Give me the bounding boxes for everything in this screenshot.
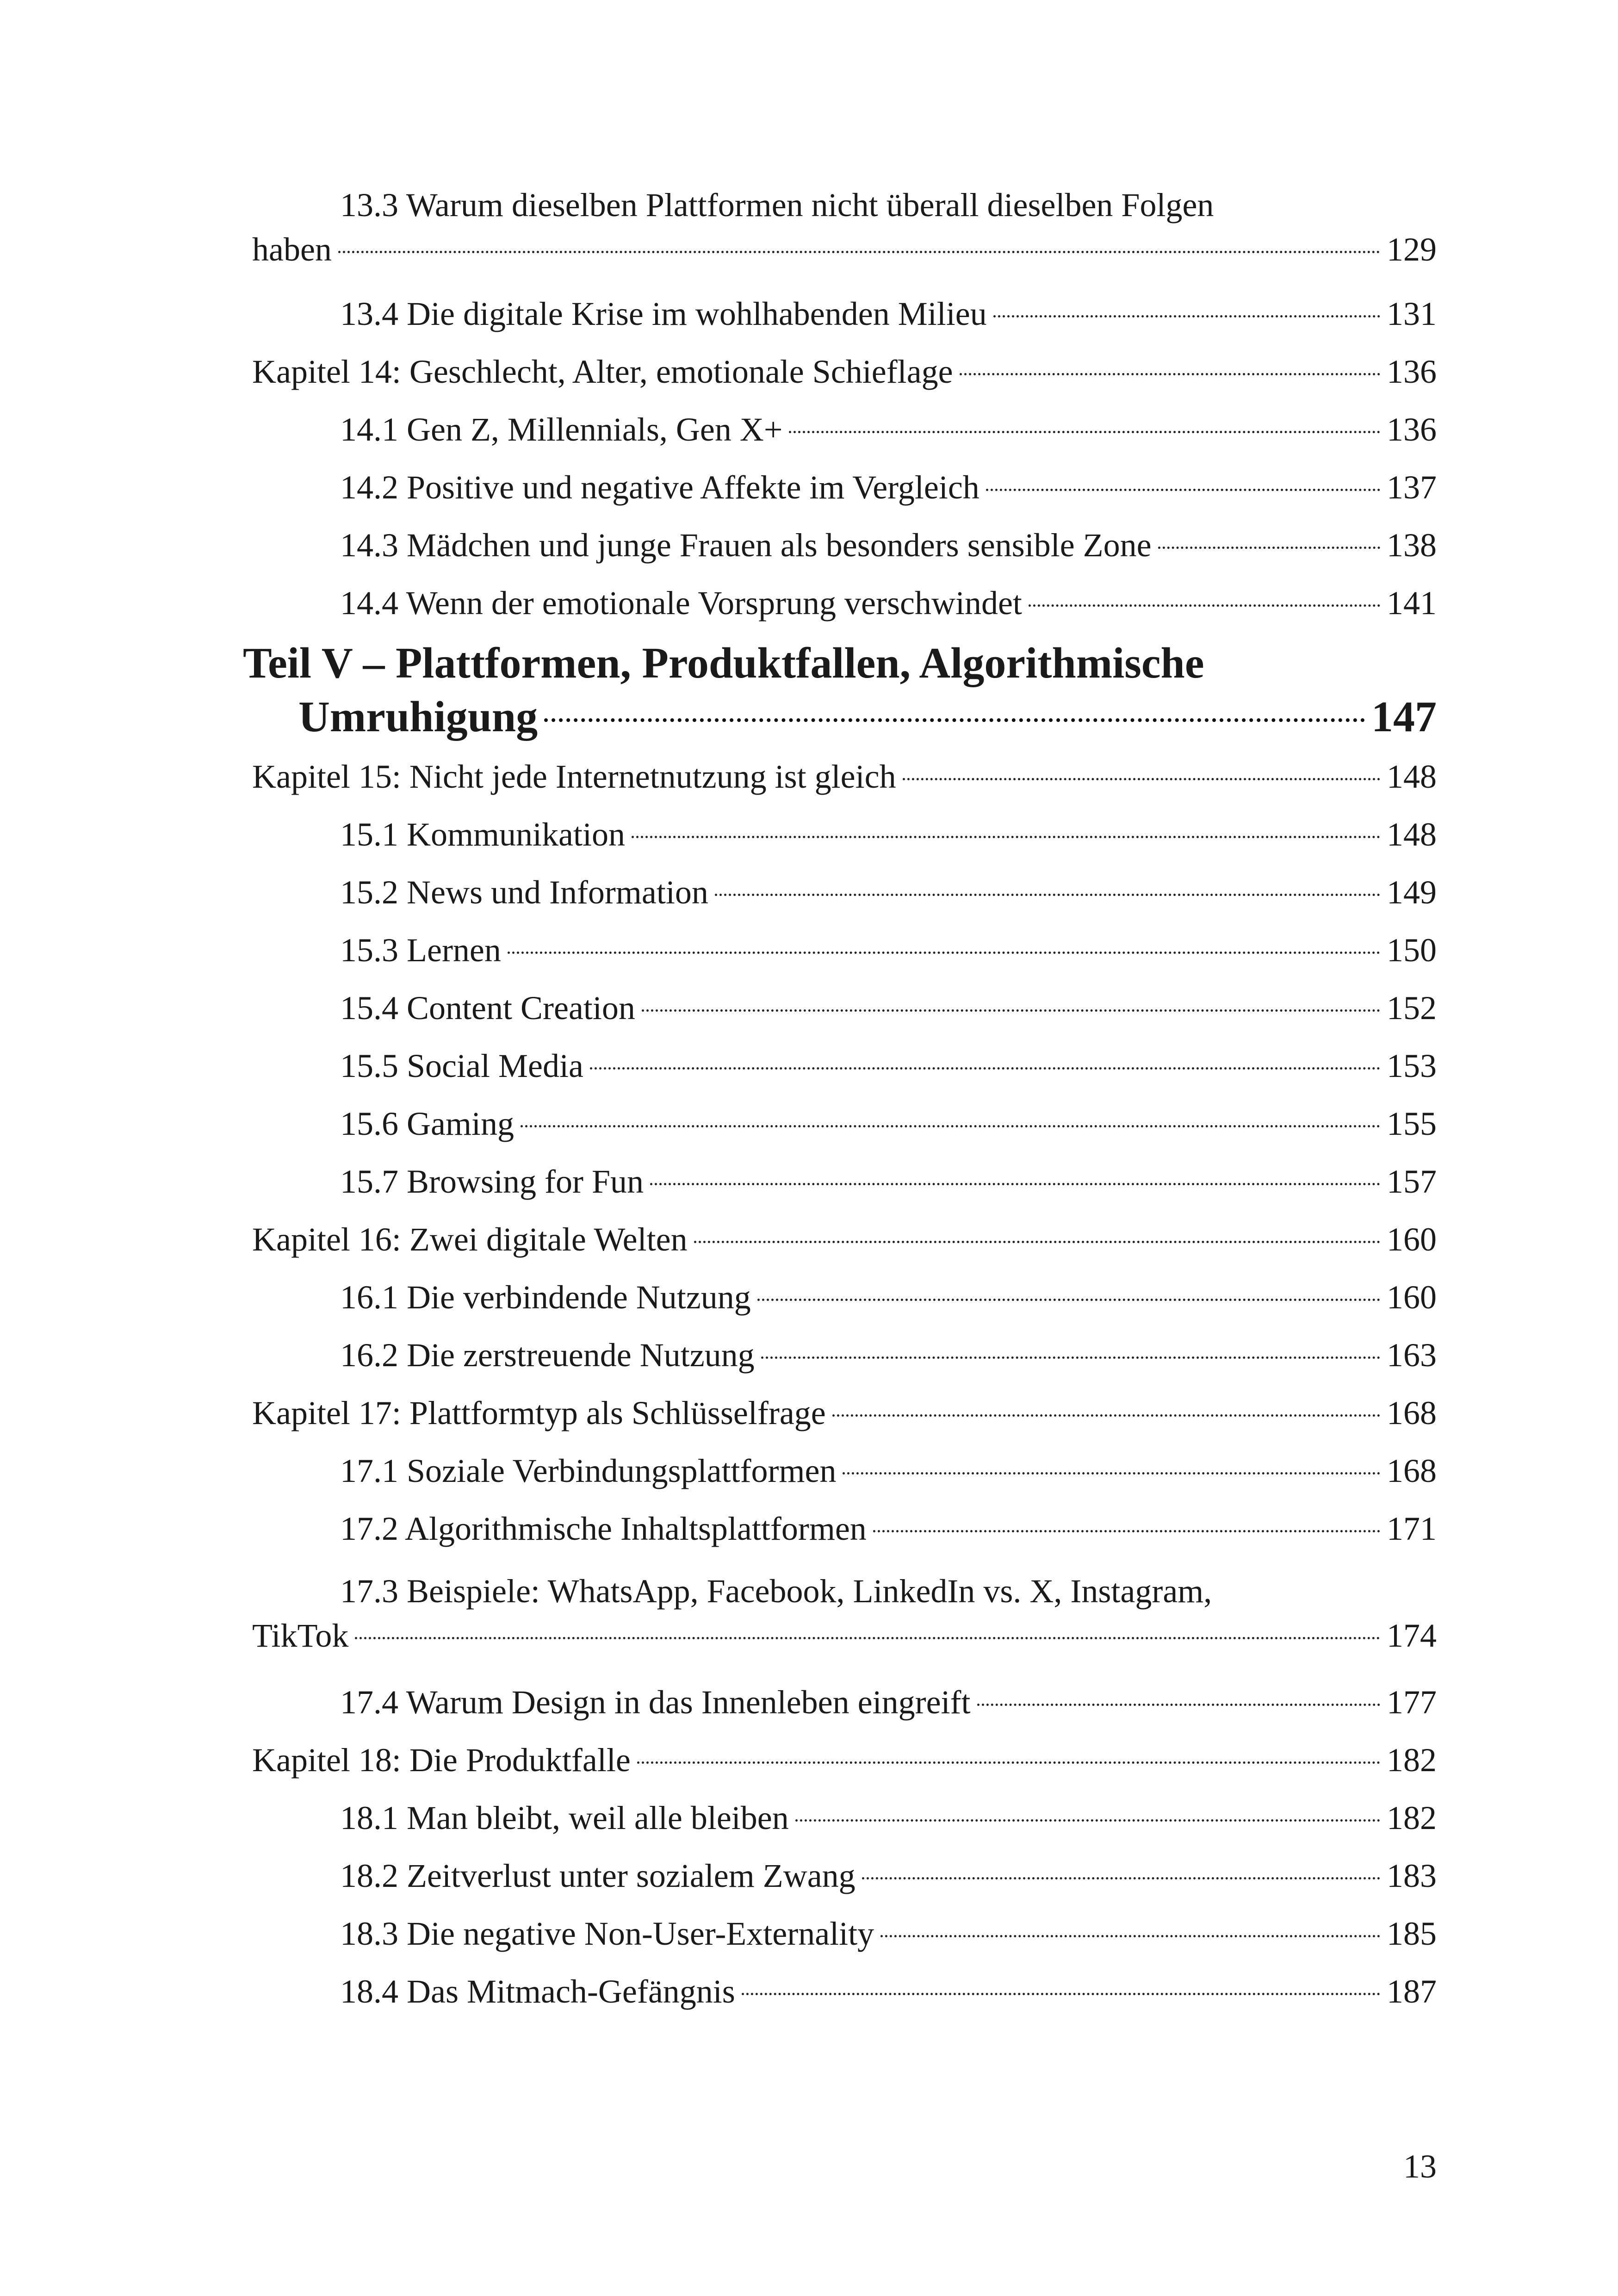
toc-entry-title: Kapitel 17: Plattformtyp als Schlüsselfrage [252,1394,826,1431]
dot-leader [642,1009,1380,1012]
toc-entry[interactable] [252,986,1437,1030]
toc-entry[interactable] [252,349,1437,394]
dot-leader [715,894,1380,896]
dot-leader [508,952,1380,954]
dot-leader [873,1530,1380,1532]
toc-entry[interactable] [252,1854,1437,1898]
toc-page-number: 187 [1387,1973,1437,2010]
toc-page-number: 160 [1387,1279,1437,1316]
toc-page-number: 163 [1387,1337,1437,1374]
toc-page-number: 148 [1387,758,1437,795]
dot-leader [1029,604,1380,607]
toc-entry[interactable] [252,1969,1437,2014]
toc-entry[interactable] [252,754,1437,799]
toc-page-number: 147 [1371,693,1437,741]
toc-entry[interactable] [252,183,1437,272]
toc-entry[interactable] [252,581,1437,625]
toc-entry[interactable] [252,1680,1437,1724]
dot-leader [903,778,1380,780]
toc-entry-title: 15.5 Social Media [340,1047,583,1084]
toc-entry[interactable] [252,407,1437,452]
toc-entry[interactable] [252,1391,1437,1435]
page-number: 13 [1403,2148,1437,2185]
dot-leader [761,1356,1380,1359]
toc-entry[interactable] [252,812,1437,857]
toc-page-number: 137 [1387,469,1437,506]
dot-leader [694,1241,1380,1243]
toc-entry[interactable] [252,1506,1437,1551]
toc-page-number: 152 [1387,989,1437,1027]
toc-entry-title: Kapitel 15: Nicht jede Internetnutzung ist gleich [252,758,896,795]
toc-entry-title: 18.1 Man bleibt, weil alle bleiben [340,1799,789,1836]
toc-page-number: 171 [1387,1510,1437,1547]
toc-page-number: 155 [1387,1105,1437,1142]
toc-entry-title: 15.1 Kommunikation [340,816,625,853]
toc-entry-title: 15.4 Content Creation [340,989,635,1027]
toc-page-number: 148 [1387,816,1437,853]
toc-entry-title: 16.2 Die zerstreuende Nutzung [340,1337,755,1374]
dot-leader [355,1637,1380,1639]
toc-entry-title: 17.1 Soziale Verbindungsplattformen [340,1452,837,1489]
toc-entry[interactable] [252,1159,1437,1204]
dot-leader [977,1704,1380,1706]
toc-entry-title: 14.1 Gen Z, Millennials, Gen X+ [340,411,783,448]
toc-entry[interactable] [252,1333,1437,1377]
toc-page-number: 149 [1387,874,1437,911]
toc-entry[interactable] [252,465,1437,510]
toc-page-number: 150 [1387,932,1437,969]
dot-leader [832,1414,1380,1417]
toc-page-number: 136 [1387,353,1437,390]
toc-entry-title: 17.4 Warum Design in das Innenleben eingreift [340,1684,971,1721]
toc-entry-title: haben [252,231,332,268]
dot-leader [986,489,1380,491]
toc-entry[interactable] [252,870,1437,915]
toc-entry-title: 15.6 Gaming [340,1105,514,1142]
toc-entry-title: 14.3 Mädchen und junge Frauen als besonders sensible Zone [340,527,1152,564]
toc-entry[interactable] [252,1796,1437,1840]
dot-leader [521,1125,1380,1127]
toc-entry[interactable] [252,1275,1437,1319]
dot-leader [544,718,1365,722]
toc-page-number: 136 [1387,411,1437,448]
toc-entry-title: 15.2 News und Information [340,874,708,911]
toc-entry[interactable] [252,1217,1437,1262]
dot-leader [1158,547,1380,549]
dot-leader [632,836,1380,838]
toc-page-number: 185 [1387,1915,1437,1952]
dot-leader [637,1761,1380,1764]
toc-entry[interactable] [252,292,1437,336]
dot-leader [960,373,1380,375]
dot-leader [757,1299,1380,1301]
toc-entry-title: 18.2 Zeitverlust unter sozialem Zwang [340,1857,855,1894]
toc-entry[interactable] [252,523,1437,567]
toc-entry[interactable] [252,1449,1437,1493]
toc-page-number: 183 [1387,1857,1437,1894]
toc-page-number: 182 [1387,1742,1437,1779]
dot-leader [880,1935,1380,1937]
dot-leader [795,1819,1380,1822]
toc-entry-title: 14.4 Wenn der emotionale Vorsprung verschwindet [340,585,1022,622]
toc-entry[interactable] [252,1911,1437,1956]
toc-page-number: 138 [1387,527,1437,564]
toc-entry-title-line: Teil V – Plattformen, Produktfallen, Algorithmische [243,639,1204,687]
toc-page-number: 141 [1387,585,1437,622]
toc-entry-title: 18.3 Die negative Non-User-Externality [340,1915,874,1952]
dot-leader [338,251,1380,253]
toc-entry-title: 15.7 Browsing for Fun [340,1163,644,1200]
toc-page-number: 157 [1387,1163,1437,1200]
toc-entry[interactable] [252,928,1437,972]
toc-page-number: 153 [1387,1047,1437,1084]
toc-page-number: 160 [1387,1221,1437,1258]
toc-entry-title: 17.2 Algorithmische Inhaltsplattformen [340,1510,867,1547]
toc-entry-title: Kapitel 16: Zwei digitale Welten [252,1221,688,1258]
toc-entry[interactable] [243,636,1437,744]
toc-entry-title: Umruhigung [298,693,538,741]
toc-entry-title: 16.1 Die verbindende Nutzung [340,1279,751,1316]
toc-entry-title-line: 13.3 Warum dieselben Plattformen nicht überall dieselben Folgen [340,187,1214,224]
toc-entry-title: 18.4 Das Mitmach-Gefängnis [340,1973,735,2010]
toc-entry[interactable] [252,1569,1437,1658]
toc-entry[interactable] [252,1044,1437,1088]
toc-page-number: 168 [1387,1452,1437,1489]
dot-leader [650,1183,1380,1185]
toc-page-number: 129 [1387,231,1437,268]
toc-entry-title-line: 17.3 Beispiele: WhatsApp, Facebook, LinkedIn vs. X, Instagram, [340,1573,1212,1610]
toc-page-number: 131 [1387,295,1437,332]
dot-leader [789,431,1380,433]
dot-leader [742,1993,1380,1995]
toc-page-number: 174 [1387,1617,1437,1654]
toc-entry-title: Kapitel 14: Geschlecht, Alter, emotionale Schieflage [252,353,953,390]
dot-leader [993,315,1380,317]
toc-entry-title: 14.2 Positive und negative Affekte im Vergleich [340,469,979,506]
toc-entry-title: Kapitel 18: Die Produktfalle [252,1742,631,1779]
toc-entry-title: TikTok [252,1617,349,1654]
toc-page-number: 182 [1387,1799,1437,1836]
toc-entry-title: 13.4 Die digitale Krise im wohlhabenden Milieu [340,295,987,332]
toc-page-number: 177 [1387,1684,1437,1721]
dot-leader [862,1877,1380,1879]
toc-entry[interactable] [252,1738,1437,1782]
dot-leader [843,1472,1380,1475]
toc-entry-title: 15.3 Lernen [340,932,501,969]
toc-entry[interactable] [252,1101,1437,1146]
dot-leader [590,1067,1380,1070]
toc-page-number: 168 [1387,1394,1437,1431]
